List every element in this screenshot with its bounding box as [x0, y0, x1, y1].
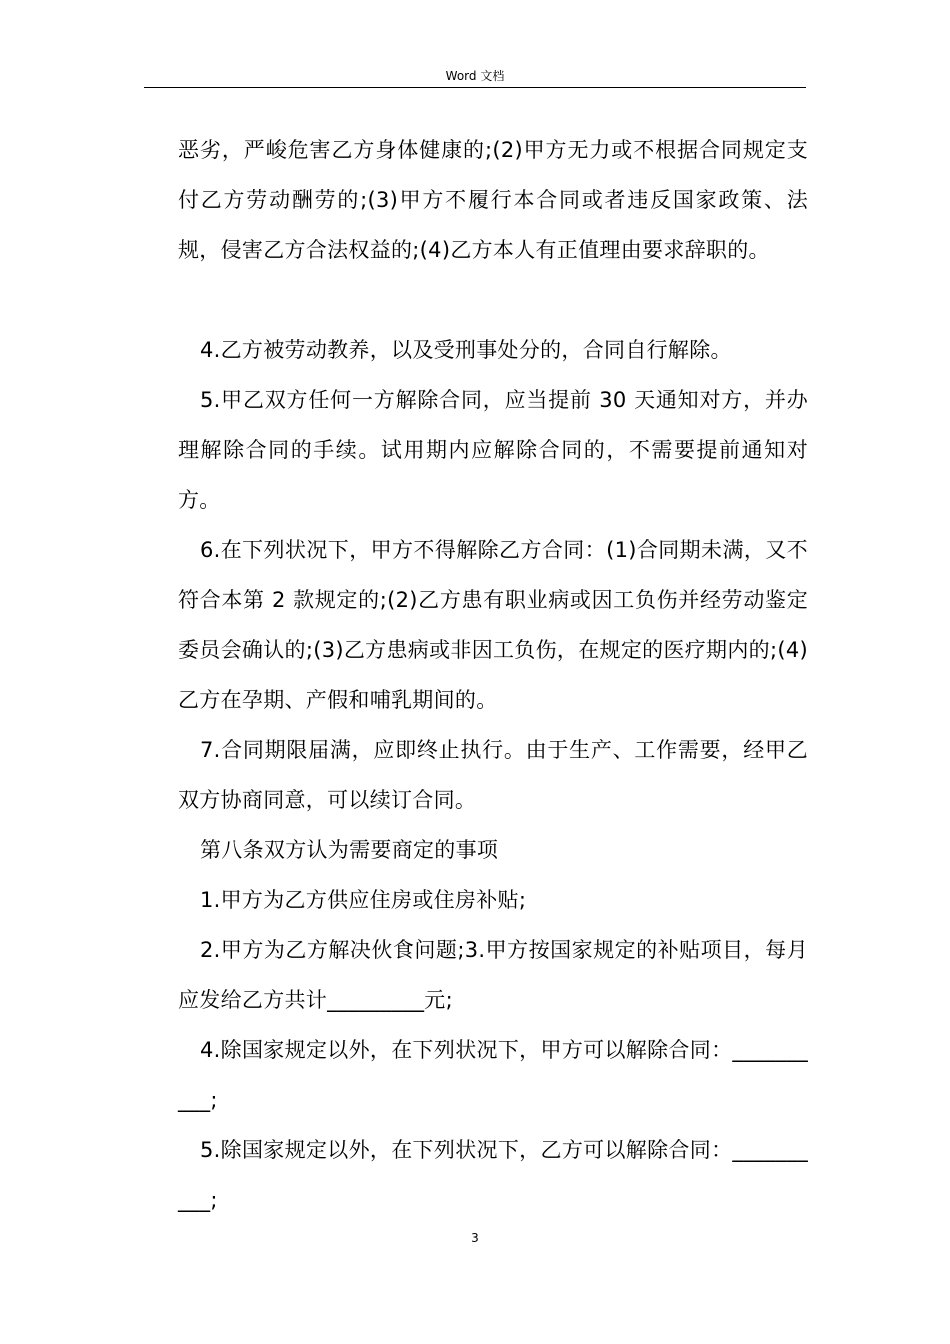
paragraph-item-5: 5.除国家规定以外，在下列状况下，乙方可以解除合同：__________; [178, 1138, 808, 1212]
paragraph-item-4: 4.除国家规定以外，在下列状况下，甲方可以解除合同：__________; [178, 1038, 808, 1112]
page-header-title: Word 文档 [445, 69, 505, 83]
document-body [178, 125, 808, 1225]
paragraph-clause-4: 4.乙方被劳动教养，以及受刑事处分的，合同自行解除。 [200, 338, 732, 362]
paragraph-clause-5: 5.甲乙双方任何一方解除合同，应当提前 30 天通知对方，并办理解除合同的手续。试用期内应解除合同的，不需要提前通知对方。 [178, 388, 808, 512]
paragraph-clause-7: 7.合同期限届满，应即终止执行。由于生产、工作需要，经甲乙双方协商同意，可以续订合同。 [178, 738, 808, 812]
paragraph-continuation: 恶劣，严峻危害乙方身体健康的;(2)甲方无力或不根据合同规定支付乙方劳动酬劳的;(3)甲方不履行本合同或者违反国家政策、法规，侵害乙方合法权益的;(4)乙方本人有正值理由要求辞职的。 [178, 138, 808, 262]
page-number: 3 [471, 1231, 479, 1245]
section-heading-article-8: 第八条双方认为需要商定的事项 [200, 838, 499, 862]
paragraph-clause-6: 6.在下列状况下，甲方不得解除乙方合同：(1)合同期未满，又不符合本第 2 款规定的;(2)乙方患有职业病或因工负伤并经劳动鉴定委员会确认的;(3)乙方患病或非因工负伤，在规定的医疗期内的;(4)乙方在孕期、产假和哺乳期间的。 [178, 538, 808, 712]
paragraph-item-2-3: 2.甲方为乙方解决伙食问题;3.甲方按国家规定的补贴项目，每月应发给乙方共计_________元; [178, 938, 808, 1012]
header-divider [144, 87, 806, 88]
paragraph-item-1: 1.甲方为乙方供应住房或住房补贴; [200, 888, 527, 912]
